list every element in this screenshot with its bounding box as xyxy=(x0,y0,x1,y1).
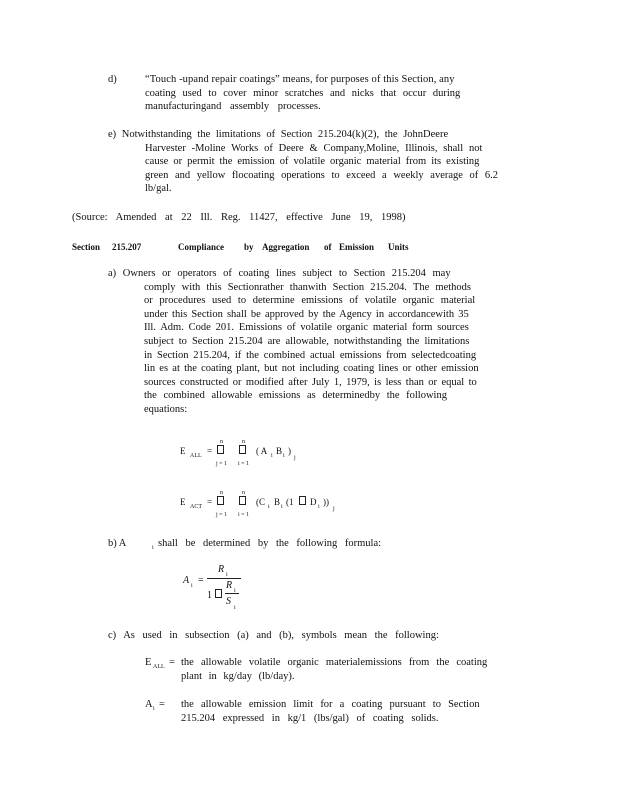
heading-word: Emission xyxy=(339,242,375,252)
item-a-line: comply with this Sectionrather thanwith Section 215.204. The methods xyxy=(144,281,472,293)
item-a-line: the combined allowable emissions as determinedby the following xyxy=(144,390,447,402)
eq-body: ( A xyxy=(256,446,268,456)
item-a-line: under this Section shall be approved by the Agency in accordancewith 35 xyxy=(144,308,469,320)
eq-body-end: ) xyxy=(288,446,291,456)
def-eall-text xyxy=(181,656,493,683)
eq-den-num: R xyxy=(226,580,233,591)
item-d-label: d) xyxy=(108,74,117,85)
eq-den-num-sub: i xyxy=(234,588,236,594)
heading-section-word: Section xyxy=(72,242,100,252)
item-a-line: Ill. Adm. Code 201. Emissions of volatile organic material form sources xyxy=(144,322,469,334)
eq-equals: = xyxy=(198,575,204,586)
eq-numerator-sub: i xyxy=(226,572,228,578)
sum2-sup: n xyxy=(242,490,245,496)
item-a-text xyxy=(108,267,503,417)
eq-body-sub: i xyxy=(318,504,320,510)
eq-lhs-sub: i xyxy=(191,583,193,589)
item-e-line: e) Notwithstanding the limitations of Section 215.204(k)(2), the JohnDeere xyxy=(108,129,449,140)
heading-section-number: 215.207 xyxy=(112,242,142,252)
def-line: the allowable volatile organic materialemissions from the coating xyxy=(181,657,488,668)
heading-word: Units xyxy=(388,242,409,252)
item-c-text: c) As used in subsection (a) and (b), symbols mean the following: xyxy=(108,630,439,641)
section-heading xyxy=(72,241,532,253)
def-line: plant in kg/day (lb/day). xyxy=(181,670,295,682)
item-d-line: manufacturingand assembly processes. xyxy=(145,101,321,113)
fraction-bar xyxy=(225,593,239,594)
eq-lhs: E xyxy=(180,446,186,456)
sum2-sup: n xyxy=(242,439,245,445)
item-a-line: subject to Section 215.204 are allowable, notwithstanding the limitations xyxy=(144,335,470,347)
sum-symbol-icon xyxy=(217,445,224,454)
item-a-line: lin es at the coating plant, but not including coating lines or other emission xyxy=(144,363,479,375)
def-line: 215.204 expressed in kg/1 (lbs/gal) of coating solids. xyxy=(181,712,439,724)
sum2-sub: i = 1 xyxy=(238,512,250,518)
item-d-line: coating used to cover minor scratches and nicks that occur during xyxy=(145,87,461,99)
eq-body-sub: i xyxy=(283,453,285,459)
eq-body-sub: j xyxy=(333,506,335,512)
heading-word: by xyxy=(244,242,254,252)
equation-e-all xyxy=(180,436,340,472)
def-symbol: A xyxy=(145,699,153,710)
def-equals: = xyxy=(159,699,165,710)
item-a-line: or procedures used to determine emissions of volatile organic material xyxy=(144,295,476,307)
eq-lhs: E xyxy=(180,497,186,507)
item-a-line: sources constructed or modified after July 1, 1979, is less than or equal to xyxy=(144,376,477,388)
sum-sup: n xyxy=(220,490,223,496)
item-b-text: shall be determined by the following formula: xyxy=(158,538,382,549)
eq-body-end: )) xyxy=(323,497,329,507)
eq-body-mid: B xyxy=(276,446,283,456)
minus-symbol-icon xyxy=(299,496,306,505)
item-b-label: b) A xyxy=(108,538,127,549)
item-e-line: Harvester -Moline Works of Deere & Company,Moline, Illinois, shall not xyxy=(145,142,483,154)
item-d-line: “Touch -upand repair coatings” means, for purposes of this Section, any xyxy=(145,74,455,85)
item-a-line: a) Owners or operators of coating lines subject to Section 215.204 may xyxy=(108,268,451,279)
eq-body: (C xyxy=(256,497,265,507)
item-e-line: lb/gal. xyxy=(145,183,172,195)
eq-body-sub: i xyxy=(268,504,270,510)
def-symbol-sub: ALL xyxy=(153,664,165,670)
item-b-sub: i xyxy=(152,545,154,551)
item-a-line: equations: xyxy=(144,403,188,415)
def-equals: = xyxy=(169,657,175,668)
equation-a-i xyxy=(183,562,263,614)
eq-body-sub: i xyxy=(271,453,273,459)
def-symbol: E xyxy=(145,657,152,668)
sum-symbol-icon xyxy=(239,496,246,505)
def-ai-text xyxy=(181,698,493,725)
eq-numerator: R xyxy=(218,564,225,575)
def-symbol-sub: i xyxy=(153,706,155,712)
sum-symbol-icon xyxy=(239,445,246,454)
sum-sup: n xyxy=(220,439,223,445)
eq-body-sub: j xyxy=(294,455,296,461)
equation-e-act xyxy=(180,487,380,523)
source-note: (Source: Amended at 22 Ill. Reg. 11427, effective June 19, 1998) xyxy=(72,212,406,223)
item-e-text xyxy=(108,128,500,196)
heading-word: Aggregation xyxy=(262,242,310,252)
def-line: the allowable emission limit for a coating pursuant to Section xyxy=(181,699,480,710)
eq-den-left: 1 xyxy=(207,590,212,601)
item-a-line: in Section 215.204, if the combined actual emissions from selectedcoating xyxy=(144,349,477,361)
item-e-line: green and yellow flocoating operations to exceed a weekly average of 6.2 xyxy=(145,169,499,181)
eq-body-mid: B xyxy=(274,497,281,507)
heading-word: of xyxy=(324,242,332,252)
eq-den-den-sub: i xyxy=(234,605,236,611)
fraction-bar xyxy=(207,578,241,579)
sum2-sub: i = 1 xyxy=(238,461,250,467)
eq-lhs-sub: ACT xyxy=(190,504,202,510)
minus-symbol-icon xyxy=(215,589,222,598)
item-e-line: cause or permit the emission of volatile organic material from its existing xyxy=(145,156,480,168)
eq-body-sub: i xyxy=(281,504,283,510)
eq-body-mid: (1 xyxy=(286,497,294,507)
eq-lhs: A xyxy=(183,575,190,586)
item-d-text xyxy=(145,73,487,114)
sum-sub: j = 1 xyxy=(216,461,228,467)
eq-body-mid: D xyxy=(310,497,317,507)
sum-symbol-icon xyxy=(217,496,224,505)
eq-equals: = xyxy=(207,497,213,507)
sum-sub: j = 1 xyxy=(216,512,228,518)
eq-lhs-sub: ALL xyxy=(190,453,202,459)
heading-word: Compliance xyxy=(178,242,224,252)
eq-den-den: S xyxy=(226,596,231,607)
eq-equals: = xyxy=(207,446,213,456)
